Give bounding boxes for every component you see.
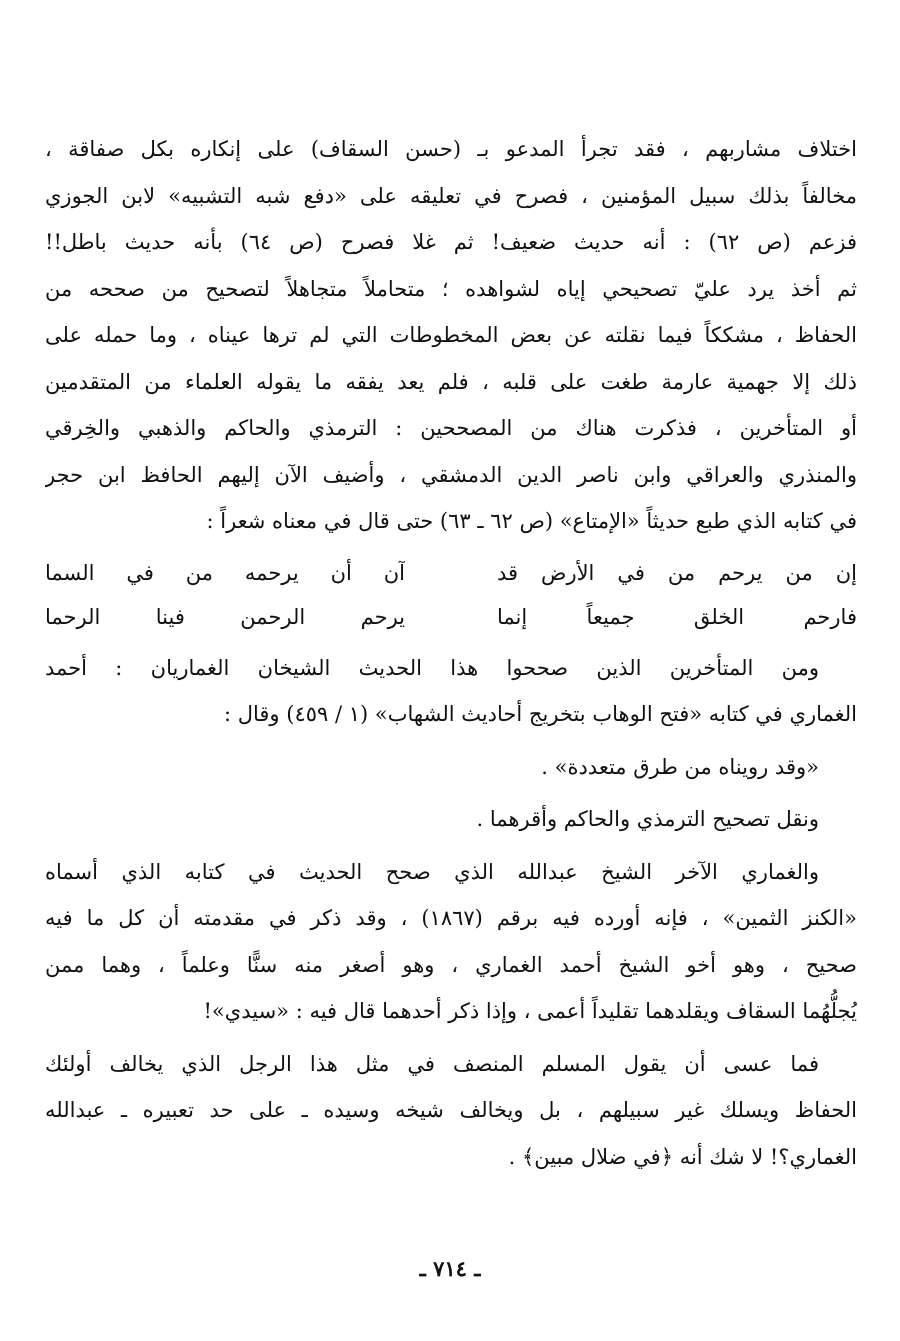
paragraph-intro — [45, 126, 857, 545]
text-line: فزعم (ص ٦٢) : أنه حديث ضعيف! ثم غلا فصرح (ص ٦٤) بأنه حديث باطل!! — [45, 230, 857, 254]
text-line: ومن المتأخرين الذين صححوا هذا الحديث الشيخان الغماريان : أحمد — [45, 655, 819, 680]
paragraph-later-scholars — [45, 645, 857, 738]
poem-first-hemistich: إن من يرحم من في الأرض قد — [497, 560, 857, 585]
paragraph-conclusion — [45, 1041, 857, 1181]
text-line: اختلاف مشاربهم ، فقد تجرأ المدعو بـ (حسن السقاف) على إنكاره بكل صفاقة ، — [45, 137, 857, 161]
page-number: ـ ٧١٤ ـ — [419, 1256, 481, 1281]
poem — [45, 551, 857, 639]
poem-verse — [45, 551, 857, 595]
text-line: «الكنز الثمين» ، فإنه أورده فيه برقم (١٨٦٧) ، وقد ذكر في مقدمته أن كل ما فيه — [45, 906, 857, 930]
text-line: الغماري في كتابه «فتح الوهاب بتخريج أحاديث الشهاب» (١ / ٤٥٩) وقال : — [223, 702, 857, 726]
text-line: الحفاظ ويسلك غير سبيلهم ، بل ويخالف شيخه وسيده ـ على حد تعبيره ـ عبدالله — [45, 1098, 857, 1122]
text-line: الحفاظ ، مشككاً فيما نقلته عن بعض المخطوطات التي لم ترها عيناه ، وما حمله على — [45, 323, 857, 347]
text-line: ذلك إلا جهمية عارمة طغت على قلبه ، فلم يعد يفقه ما يقوله العلماء من المتقدمين — [45, 369, 857, 394]
text-line: في كتابه الذي طبع حديثاً «الإمتاع» (ص ٦٢ ـ ٦٣) حتى قال في معناه شعراً : — [206, 509, 857, 533]
paragraph-ghumari — [45, 849, 857, 1035]
paragraph-quote — [45, 744, 857, 791]
text-line: يُجلُّهُما السقاف ويقلدهما تقليداً أعمى ، وإذا ذكر أحدهما قال فيه : «سيدي»! — [203, 999, 857, 1023]
text-line: والغماري الآخر الشيخ عبدالله الذي صحح الحديث في كتابه الذي أسماه — [45, 859, 819, 884]
text-line: والمنذري والعراقي وابن ناصر الدين الدمشقي ، وأضيف الآن إليهم الحافظ ابن حجر — [45, 462, 857, 487]
page-body — [45, 126, 857, 1180]
text-line: ونقل تصحيح الترمذي والحاكم وأقرهما . — [476, 807, 819, 831]
paragraph-transfer — [45, 796, 857, 843]
text-line: ثم أخذ يرد عليّ تصحيحي إياه لشواهده ؛ متحاملاً متجاهلاً لتصحيح من صححه من — [45, 276, 857, 301]
poem-verse — [45, 595, 857, 639]
text-line: صحيح ، وهو أخو الشيخ أحمد الغماري ، وهو أصغر منه سنًّا وعلماً ، وهما ممن — [45, 952, 857, 977]
text-line: «وقد رويناه من طرق متعددة» . — [541, 754, 819, 779]
text-line: الغماري؟! لا شك أنه ﴿في ضلال مبين﴾ . — [508, 1144, 857, 1169]
poem-first-hemistich: فارحم الخلق جميعاً إنما — [497, 604, 857, 629]
poem-second-hemistich: آن أن يرحمه من في السما — [45, 560, 405, 585]
text-line: أو المتأخرين ، فذكرت هناك من المصححين : الترمذي والحاكم والذهبي والخِرقي — [45, 416, 857, 440]
poem-second-hemistich: يرحم الرحمن فينا الرحما — [45, 604, 405, 629]
text-line: مخالفاً بذلك سبيل المؤمنين ، فصرح في تعليقه على «دفع شبه التشبيه» لابن الجوزي — [45, 183, 857, 208]
text-line: فما عسى أن يقول المسلم المنصف في مثل هذا الرجل الذي يخالف أولئك — [45, 1051, 819, 1076]
